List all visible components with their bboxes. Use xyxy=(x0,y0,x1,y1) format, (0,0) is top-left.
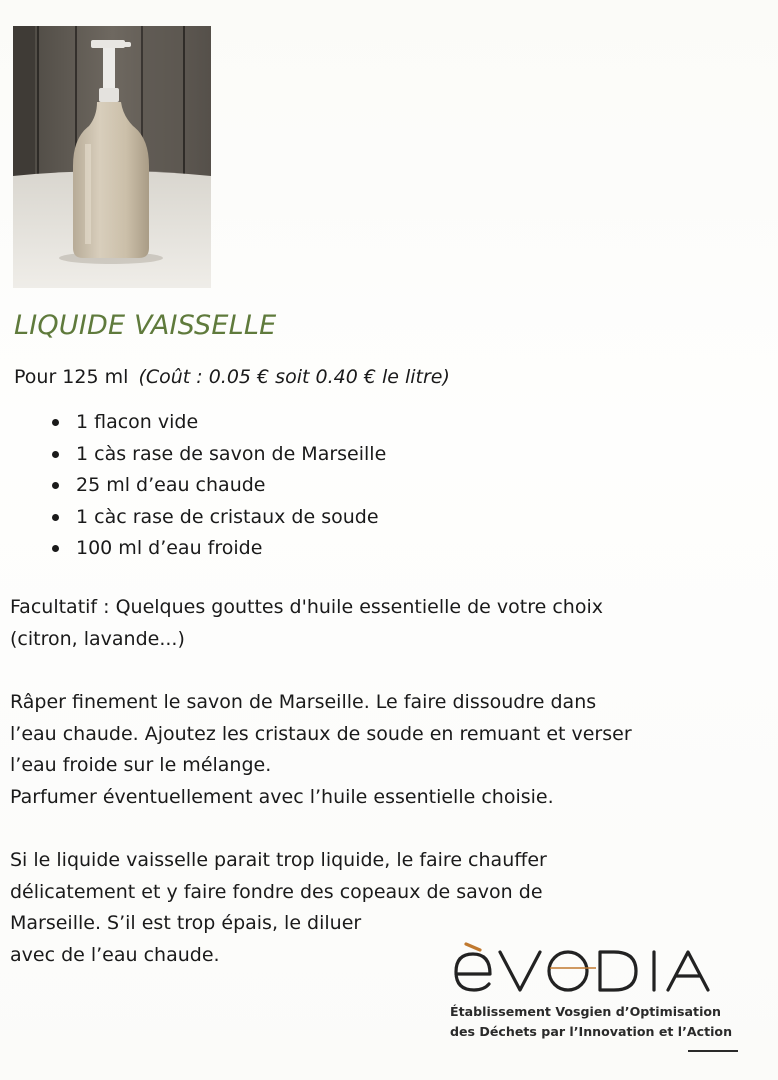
ingredient-list xyxy=(48,407,386,565)
instructions-paragraph: Râper finement le savon de Marseille. Le faire dissoudre dans l’eau chaude. Ajoutez les cristaux de soude en remuant et verser l’eau froide sur le mélange. Parfumer éventuellement avec l’huile essentielle choisie. xyxy=(10,691,632,808)
cost-note: (Coût : 0.05 € soit 0.40 € le litre) xyxy=(138,366,450,388)
list-item: 1 càc rase de cristaux de soude xyxy=(48,502,386,534)
yield-amount: Pour 125 ml xyxy=(14,366,129,388)
list-item: 1 flacon vide xyxy=(48,407,386,439)
evodia-wordmark xyxy=(450,938,740,996)
list-item: 100 ml d’eau froide xyxy=(48,533,386,565)
list-item: 1 càs rase de savon de Marseille xyxy=(48,439,386,471)
bullet-icon xyxy=(52,514,59,521)
bullet-icon xyxy=(52,545,59,552)
evodia-logo xyxy=(440,930,750,1060)
tip-paragraph: Si le liquide vaisselle parait trop liquide, le faire chauffer délicatement et y faire fondre des copeaux de savon de Marseille. S’il est trop épais, le diluer avec de l’eau chaude. xyxy=(10,849,547,966)
soap-bottle-photo xyxy=(13,26,211,288)
recipe-title: LIQUIDE VAISSELLE xyxy=(14,310,277,341)
recipe-yield xyxy=(14,366,450,388)
bullet-icon xyxy=(52,482,59,489)
logo-divider xyxy=(688,1050,738,1052)
bullet-icon xyxy=(52,419,59,426)
optional-paragraph: Facultatif : Quelques gouttes d'huile essentielle de votre choix (citron, lavande...) xyxy=(10,596,603,650)
list-item: 25 ml d’eau chaude xyxy=(48,470,386,502)
logo-subtitle: Établissement Vosgien d’Optimisation des Déchets par l’Innovation et l’Action xyxy=(450,1004,733,1039)
bullet-icon xyxy=(52,451,59,458)
